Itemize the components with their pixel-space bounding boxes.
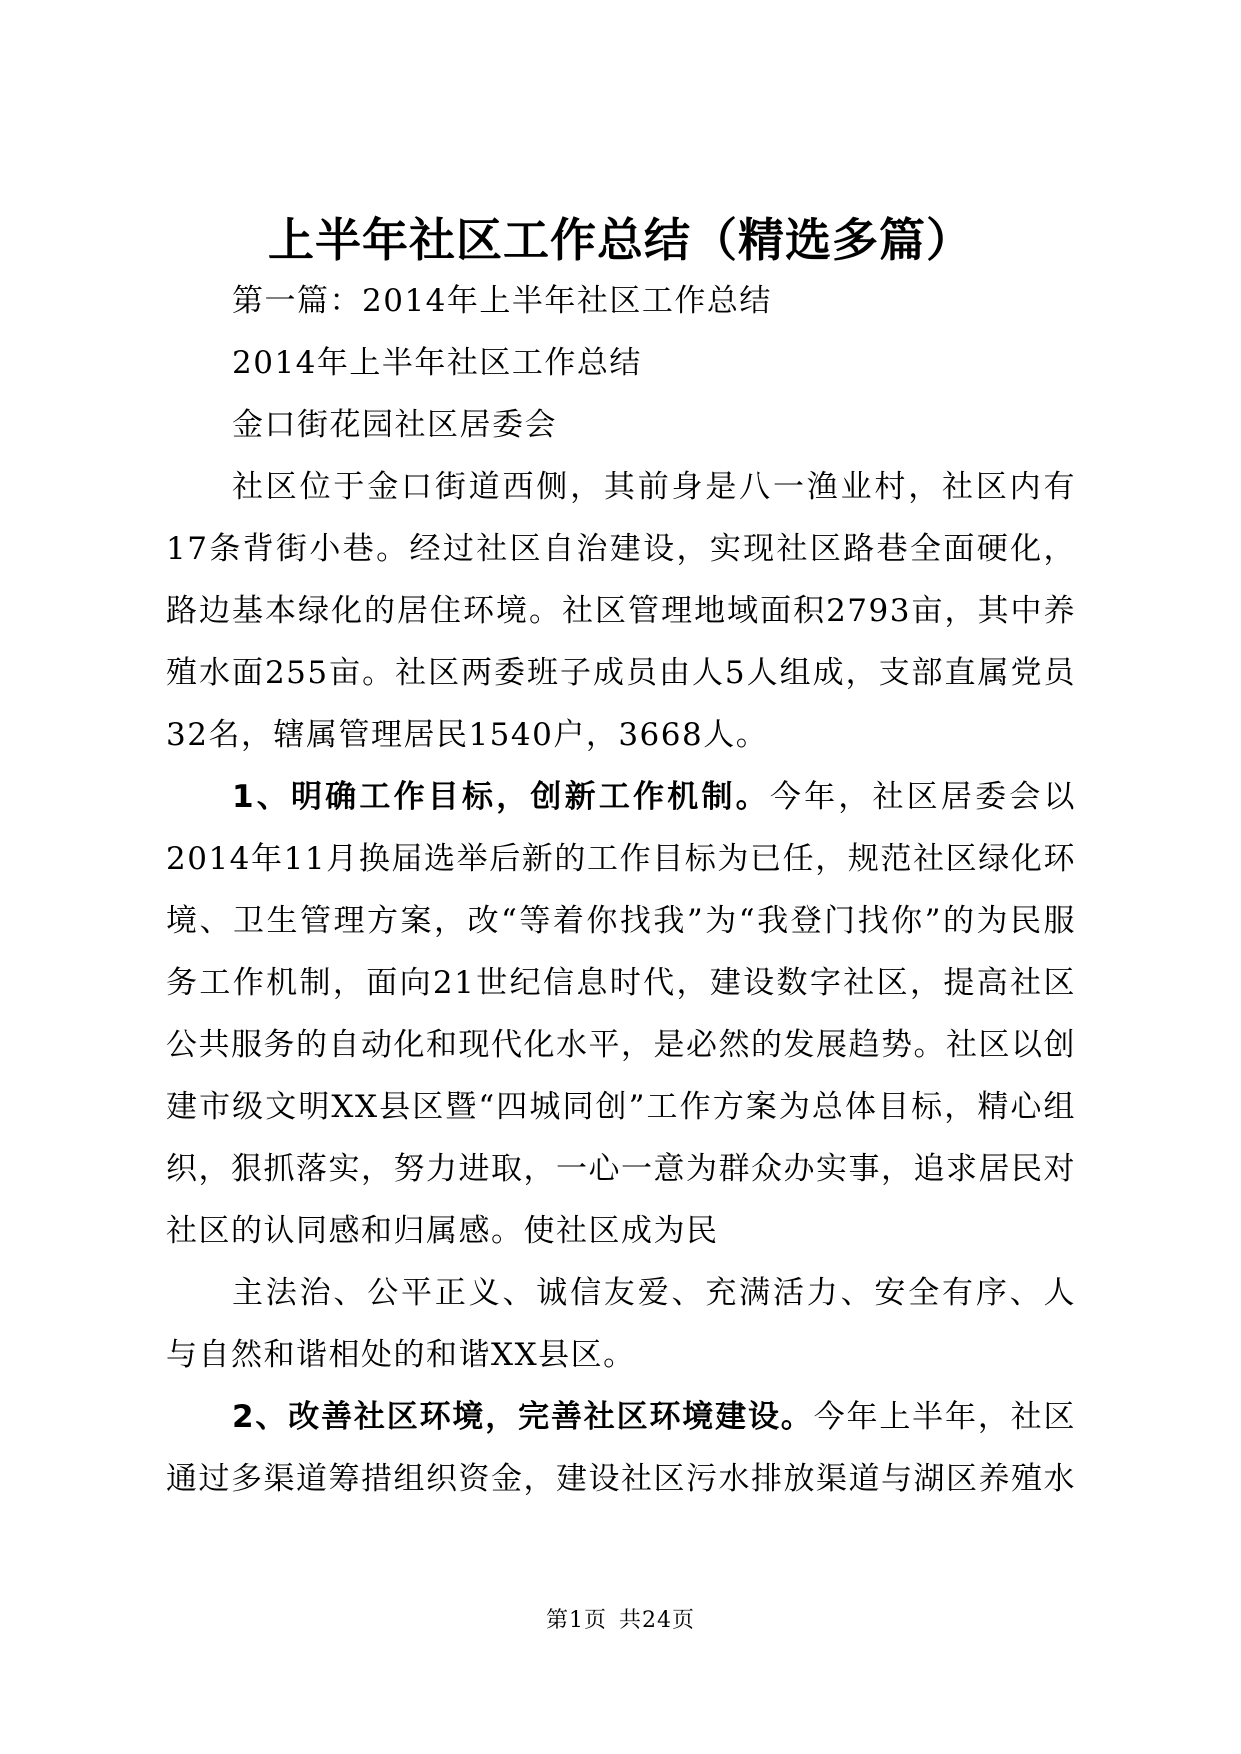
paragraph-5-text: 今年，社区居委会以2014年11月换届选举后新的工作目标为已任，规范社区绿化环境、卫生管理方案，改“等着你找我”为“我登门找你”的为民服务工作机制，面向21世纪信息时代，建设数字社区，提高社区公共服务的自动化和现代化水平，是必然的发展趋势。社区以创建市级文明XX县区暨“四城同创”工作方案为总体目标，精心组织，狠抓落实，努力进取，一心一意为群众办实事，追求居民对社区的认同感和归属感。使社区成为民	[166, 779, 1076, 1249]
paragraph-2-text: 2014年上半年社区工作总结	[232, 345, 642, 381]
document-body	[166, 270, 1076, 1510]
paragraph-6	[166, 1262, 1076, 1386]
page-number: 第1页	[546, 1608, 607, 1633]
paragraph-1	[166, 270, 1076, 332]
paragraph-6-text: 主法治、公平正义、诚信友爱、充满活力、安全有序、人与自然和谐相处的和谐XX县区。	[166, 1275, 1076, 1373]
page-total: 共24页	[619, 1608, 695, 1633]
paragraph-4	[166, 456, 1076, 766]
paragraph-5-lead: 1、明确工作目标，创新工作机制。	[232, 779, 770, 815]
paragraph-4-text: 社区位于金口街道西侧，其前身是八一渔业村，社区内有17条背街小巷。经过社区自治建设，实现社区路巷全面硬化，路边基本绿化的居住环境。社区管理地域面积2793亩，其中养殖水面255亩。社区两委班子成员由人5人组成，支部直属党员32名，辖属管理居民1540户，3668人。	[166, 469, 1076, 753]
paragraph-7	[166, 1386, 1076, 1510]
paragraph-7-text: 今年上半年，社区通过多渠道筹措组织资金，建设社区污水排放渠道与湖区养殖水	[166, 1399, 1076, 1497]
page-footer	[0, 1606, 1241, 1636]
paragraph-1-text: 第一篇：2014年上半年社区工作总结	[232, 283, 772, 319]
paragraph-7-lead: 2、改善社区环境，完善社区环境建设。	[232, 1399, 814, 1435]
paragraph-2	[166, 332, 1076, 394]
paragraph-5	[166, 766, 1076, 1262]
paragraph-3	[166, 394, 1076, 456]
paragraph-3-text: 金口街花园社区居委会	[232, 407, 557, 443]
document-title: 上半年社区工作总结（精选多篇）	[268, 213, 973, 267]
